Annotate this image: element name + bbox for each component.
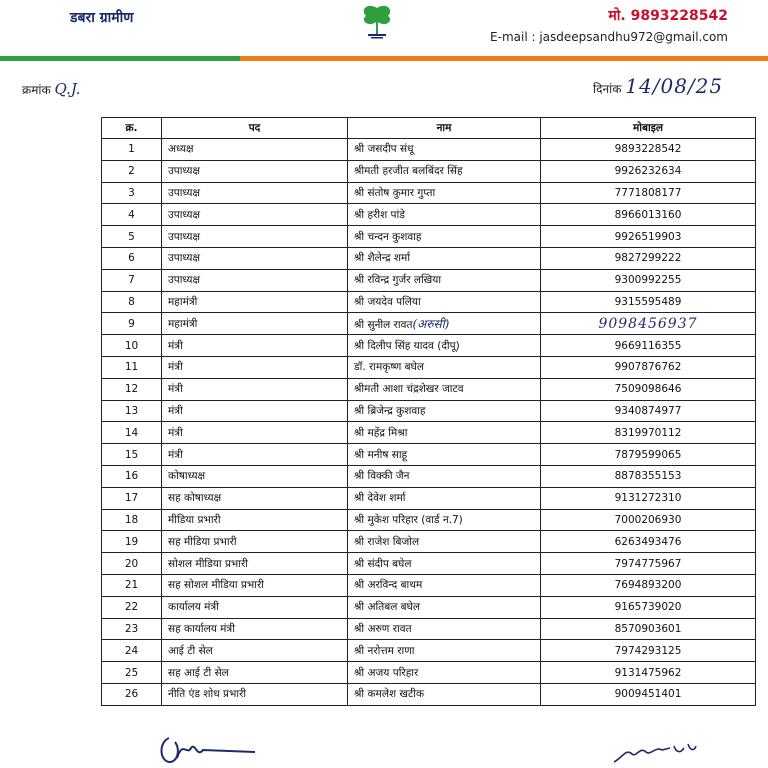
cell-name <box>348 269 541 291</box>
cell-mobile: 9926232634 <box>541 160 756 182</box>
cell-sn: 26 <box>102 683 162 705</box>
cell-sn: 2 <box>102 160 162 182</box>
cell-mobile: 9131475962 <box>541 662 756 684</box>
cell-sn: 21 <box>102 574 162 596</box>
cell-name <box>348 400 541 422</box>
cell-sn: 8 <box>102 291 162 313</box>
cell-name-text: श्री विक्की जैन <box>354 470 410 483</box>
cell-sn: 12 <box>102 378 162 400</box>
cell-post: कोषाध्यक्ष <box>162 465 348 487</box>
cell-name <box>348 574 541 596</box>
table-row <box>102 356 756 378</box>
cell-mobile-handwritten: 9098456937 <box>598 315 698 332</box>
header-band-green <box>0 56 240 61</box>
date-field <box>593 74 723 98</box>
table-row <box>102 291 756 313</box>
cell-post: उपाध्यक्ष <box>162 160 348 182</box>
cell-sn: 15 <box>102 444 162 466</box>
cell-mobile: 9165739020 <box>541 596 756 618</box>
cell-name-text: श्री रविन्द्र गुर्जर लखिया <box>354 274 442 287</box>
contact-email: E-mail : jasdeepsandhu972@gmail.com <box>490 30 728 44</box>
cell-name <box>348 422 541 444</box>
cell-name-text: श्री अतिबल बघेल <box>354 601 420 614</box>
cell-name-text: श्री दिलीप सिंह यादव (दीपू) <box>354 339 460 352</box>
table-row <box>102 422 756 444</box>
cell-mobile: 9926519903 <box>541 226 756 248</box>
cell-mobile <box>541 313 756 335</box>
table-row <box>102 247 756 269</box>
cell-sn: 5 <box>102 226 162 248</box>
cell-sn: 25 <box>102 662 162 684</box>
table-row <box>102 640 756 662</box>
cell-name <box>348 465 541 487</box>
cell-name <box>348 509 541 531</box>
table-row <box>102 313 756 335</box>
cell-name <box>348 531 541 553</box>
col-header-post: पद <box>162 118 348 139</box>
table-row <box>102 618 756 640</box>
cell-name <box>348 247 541 269</box>
cell-sn: 22 <box>102 596 162 618</box>
cell-post: नीति एंड शोध प्रभारी <box>162 683 348 705</box>
table-row <box>102 574 756 596</box>
table-row <box>102 596 756 618</box>
table-row <box>102 509 756 531</box>
cell-name-text: श्री ब्रिजेन्द्र कुशवाह <box>354 404 426 417</box>
table-row <box>102 269 756 291</box>
table-row <box>102 444 756 466</box>
col-header-sn: क्र. <box>102 118 162 139</box>
cell-post: सोशल मीडिया प्रभारी <box>162 553 348 575</box>
cell-name <box>348 226 541 248</box>
cell-post: मंत्री <box>162 400 348 422</box>
cell-post: उपाध्यक्ष <box>162 269 348 291</box>
table-row <box>102 226 756 248</box>
cell-name <box>348 553 541 575</box>
cell-name-text: श्रीमती हरजीत बलबिंदर सिंह <box>354 165 463 178</box>
cell-name-text: श्री सुनील रावत <box>354 319 413 332</box>
cell-name <box>348 596 541 618</box>
cell-sn: 17 <box>102 487 162 509</box>
cell-sn: 18 <box>102 509 162 531</box>
cell-mobile: 7694893200 <box>541 574 756 596</box>
table-row <box>102 400 756 422</box>
cell-mobile: 7879599065 <box>541 444 756 466</box>
cell-mobile: 9300992255 <box>541 269 756 291</box>
cell-name <box>348 487 541 509</box>
cell-name <box>348 182 541 204</box>
cell-name-text: श्री अरविन्द बाथम <box>354 579 423 592</box>
cell-post: मंत्री <box>162 444 348 466</box>
cell-post: सह कार्यालय मंत्री <box>162 618 348 640</box>
cell-post: आई टी सेल <box>162 640 348 662</box>
table-row <box>102 662 756 684</box>
cell-sn: 16 <box>102 465 162 487</box>
cell-post: उपाध्यक्ष <box>162 204 348 226</box>
cell-name <box>348 204 541 226</box>
cell-sn: 11 <box>102 356 162 378</box>
cell-sn: 3 <box>102 182 162 204</box>
cell-name <box>348 662 541 684</box>
table-row <box>102 139 756 161</box>
ref-label: क्रमांक <box>22 83 51 97</box>
cell-sn: 20 <box>102 553 162 575</box>
table-row <box>102 378 756 400</box>
cell-sn: 1 <box>102 139 162 161</box>
cell-name <box>348 378 541 400</box>
cell-name <box>348 313 541 335</box>
cell-mobile: 9893228542 <box>541 139 756 161</box>
cell-name-text: श्री शैलेन्द्र शर्मा <box>354 252 411 265</box>
cell-name-text: श्री जयदेव पलिया <box>354 295 421 308</box>
cell-name-text: श्री कमलेश खटीक <box>354 688 425 701</box>
cell-name-text: श्री नरोत्तम राणा <box>354 644 415 657</box>
table-row <box>102 487 756 509</box>
cell-post: सह मीडिया प्रभारी <box>162 531 348 553</box>
cell-sn: 23 <box>102 618 162 640</box>
table-row <box>102 531 756 553</box>
date-value: 14/08/25 <box>625 74 724 98</box>
ref-value: Q.J. <box>54 80 81 98</box>
cell-name-handwritten: (अरुसी) <box>412 317 450 332</box>
cell-name-text: श्री संतोष कुमार गुप्ता <box>354 186 436 199</box>
org-name: डबरा ग्रामीण <box>70 10 134 26</box>
cell-sn: 7 <box>102 269 162 291</box>
cell-name-text: श्रीमती आशा चंद्रशेखर जाटव <box>354 383 464 396</box>
cell-name <box>348 683 541 705</box>
cell-post: उपाध्यक्ष <box>162 226 348 248</box>
cell-post: महामंत्री <box>162 291 348 313</box>
cell-post: उपाध्यक्ष <box>162 182 348 204</box>
cell-mobile: 9340874977 <box>541 400 756 422</box>
cell-mobile: 6263493476 <box>541 531 756 553</box>
table-row <box>102 465 756 487</box>
cell-name-text: श्री हरीश पांडे <box>354 208 405 221</box>
cell-sn: 6 <box>102 247 162 269</box>
cell-name <box>348 160 541 182</box>
cell-post: मंत्री <box>162 422 348 444</box>
cell-sn: 24 <box>102 640 162 662</box>
col-header-mobile: मोबाइल <box>541 118 756 139</box>
cell-name <box>348 139 541 161</box>
cell-post: उपाध्यक्ष <box>162 247 348 269</box>
cell-name-text: श्री जसदीप संधू <box>354 143 414 156</box>
cell-name-text: श्री चन्दन कुशवाह <box>354 230 422 243</box>
cell-mobile: 7974775967 <box>541 553 756 575</box>
cell-mobile: 7509098646 <box>541 378 756 400</box>
cell-name-text: डॉ. रामकृष्ण बघेल <box>354 361 424 374</box>
cell-post: सह आई टी सेल <box>162 662 348 684</box>
date-label: दिनांक <box>593 82 622 96</box>
cell-name-text: श्री देवेश शर्मा <box>354 492 406 505</box>
office-bearers-table <box>101 117 756 706</box>
cell-post: सह सोशल मीडिया प्रभारी <box>162 574 348 596</box>
cell-mobile: 7000206930 <box>541 509 756 531</box>
cell-post: महामंत्री <box>162 313 348 335</box>
table-row <box>102 553 756 575</box>
cell-sn: 13 <box>102 400 162 422</box>
contact-phone: मो. 9893228542 <box>608 8 728 24</box>
reference-number <box>22 80 80 98</box>
cell-name-text: श्री मुकेश परिहार (वार्ड न.7) <box>354 513 463 526</box>
table-row <box>102 335 756 357</box>
cell-mobile: 8319970112 <box>541 422 756 444</box>
cell-name-text: श्री अरुण रावत <box>354 622 412 635</box>
cell-post: सह कोषाध्यक्ष <box>162 487 348 509</box>
cell-post: कार्यालय मंत्री <box>162 596 348 618</box>
cell-sn: 14 <box>102 422 162 444</box>
cell-name <box>348 335 541 357</box>
cell-post: मीडिया प्रभारी <box>162 509 348 531</box>
table-row <box>102 683 756 705</box>
table-row <box>102 160 756 182</box>
cell-mobile: 9315595489 <box>541 291 756 313</box>
cell-name <box>348 356 541 378</box>
cell-post: मंत्री <box>162 378 348 400</box>
cell-name <box>348 444 541 466</box>
cell-mobile: 9131272310 <box>541 487 756 509</box>
cell-name-text: श्री महेंद्र मिश्रा <box>354 426 408 439</box>
cell-name <box>348 291 541 313</box>
lotus-tree-logo-icon <box>352 0 402 40</box>
table-header-row <box>102 118 756 139</box>
cell-mobile: 7771808177 <box>541 182 756 204</box>
cell-mobile: 8570903601 <box>541 618 756 640</box>
cell-post: मंत्री <box>162 335 348 357</box>
cell-mobile: 8966013160 <box>541 204 756 226</box>
cell-sn: 9 <box>102 313 162 335</box>
cell-name <box>348 640 541 662</box>
cell-mobile: 9907876762 <box>541 356 756 378</box>
cell-sn: 4 <box>102 204 162 226</box>
col-header-name: नाम <box>348 118 541 139</box>
header-band-orange <box>240 56 768 61</box>
cell-sn: 10 <box>102 335 162 357</box>
cell-name-text: श्री संदीप बघेल <box>354 557 412 570</box>
letterhead <box>0 0 768 60</box>
cell-name <box>348 618 541 640</box>
cell-mobile: 9827299222 <box>541 247 756 269</box>
cell-mobile: 7974293125 <box>541 640 756 662</box>
cell-name-text: श्री अजय परिहार <box>354 666 419 679</box>
cell-mobile: 9669116355 <box>541 335 756 357</box>
table-row <box>102 182 756 204</box>
cell-mobile: 9009451401 <box>541 683 756 705</box>
cell-post: मंत्री <box>162 356 348 378</box>
cell-name-text: श्री राजेश बिजोल <box>354 535 420 548</box>
signature-right <box>610 738 700 768</box>
cell-name-text: श्री मनीष साहू <box>354 448 408 461</box>
table-row <box>102 204 756 226</box>
cell-sn: 19 <box>102 531 162 553</box>
cell-mobile: 8878355153 <box>541 465 756 487</box>
signature-left <box>155 728 275 768</box>
cell-post: अध्यक्ष <box>162 139 348 161</box>
